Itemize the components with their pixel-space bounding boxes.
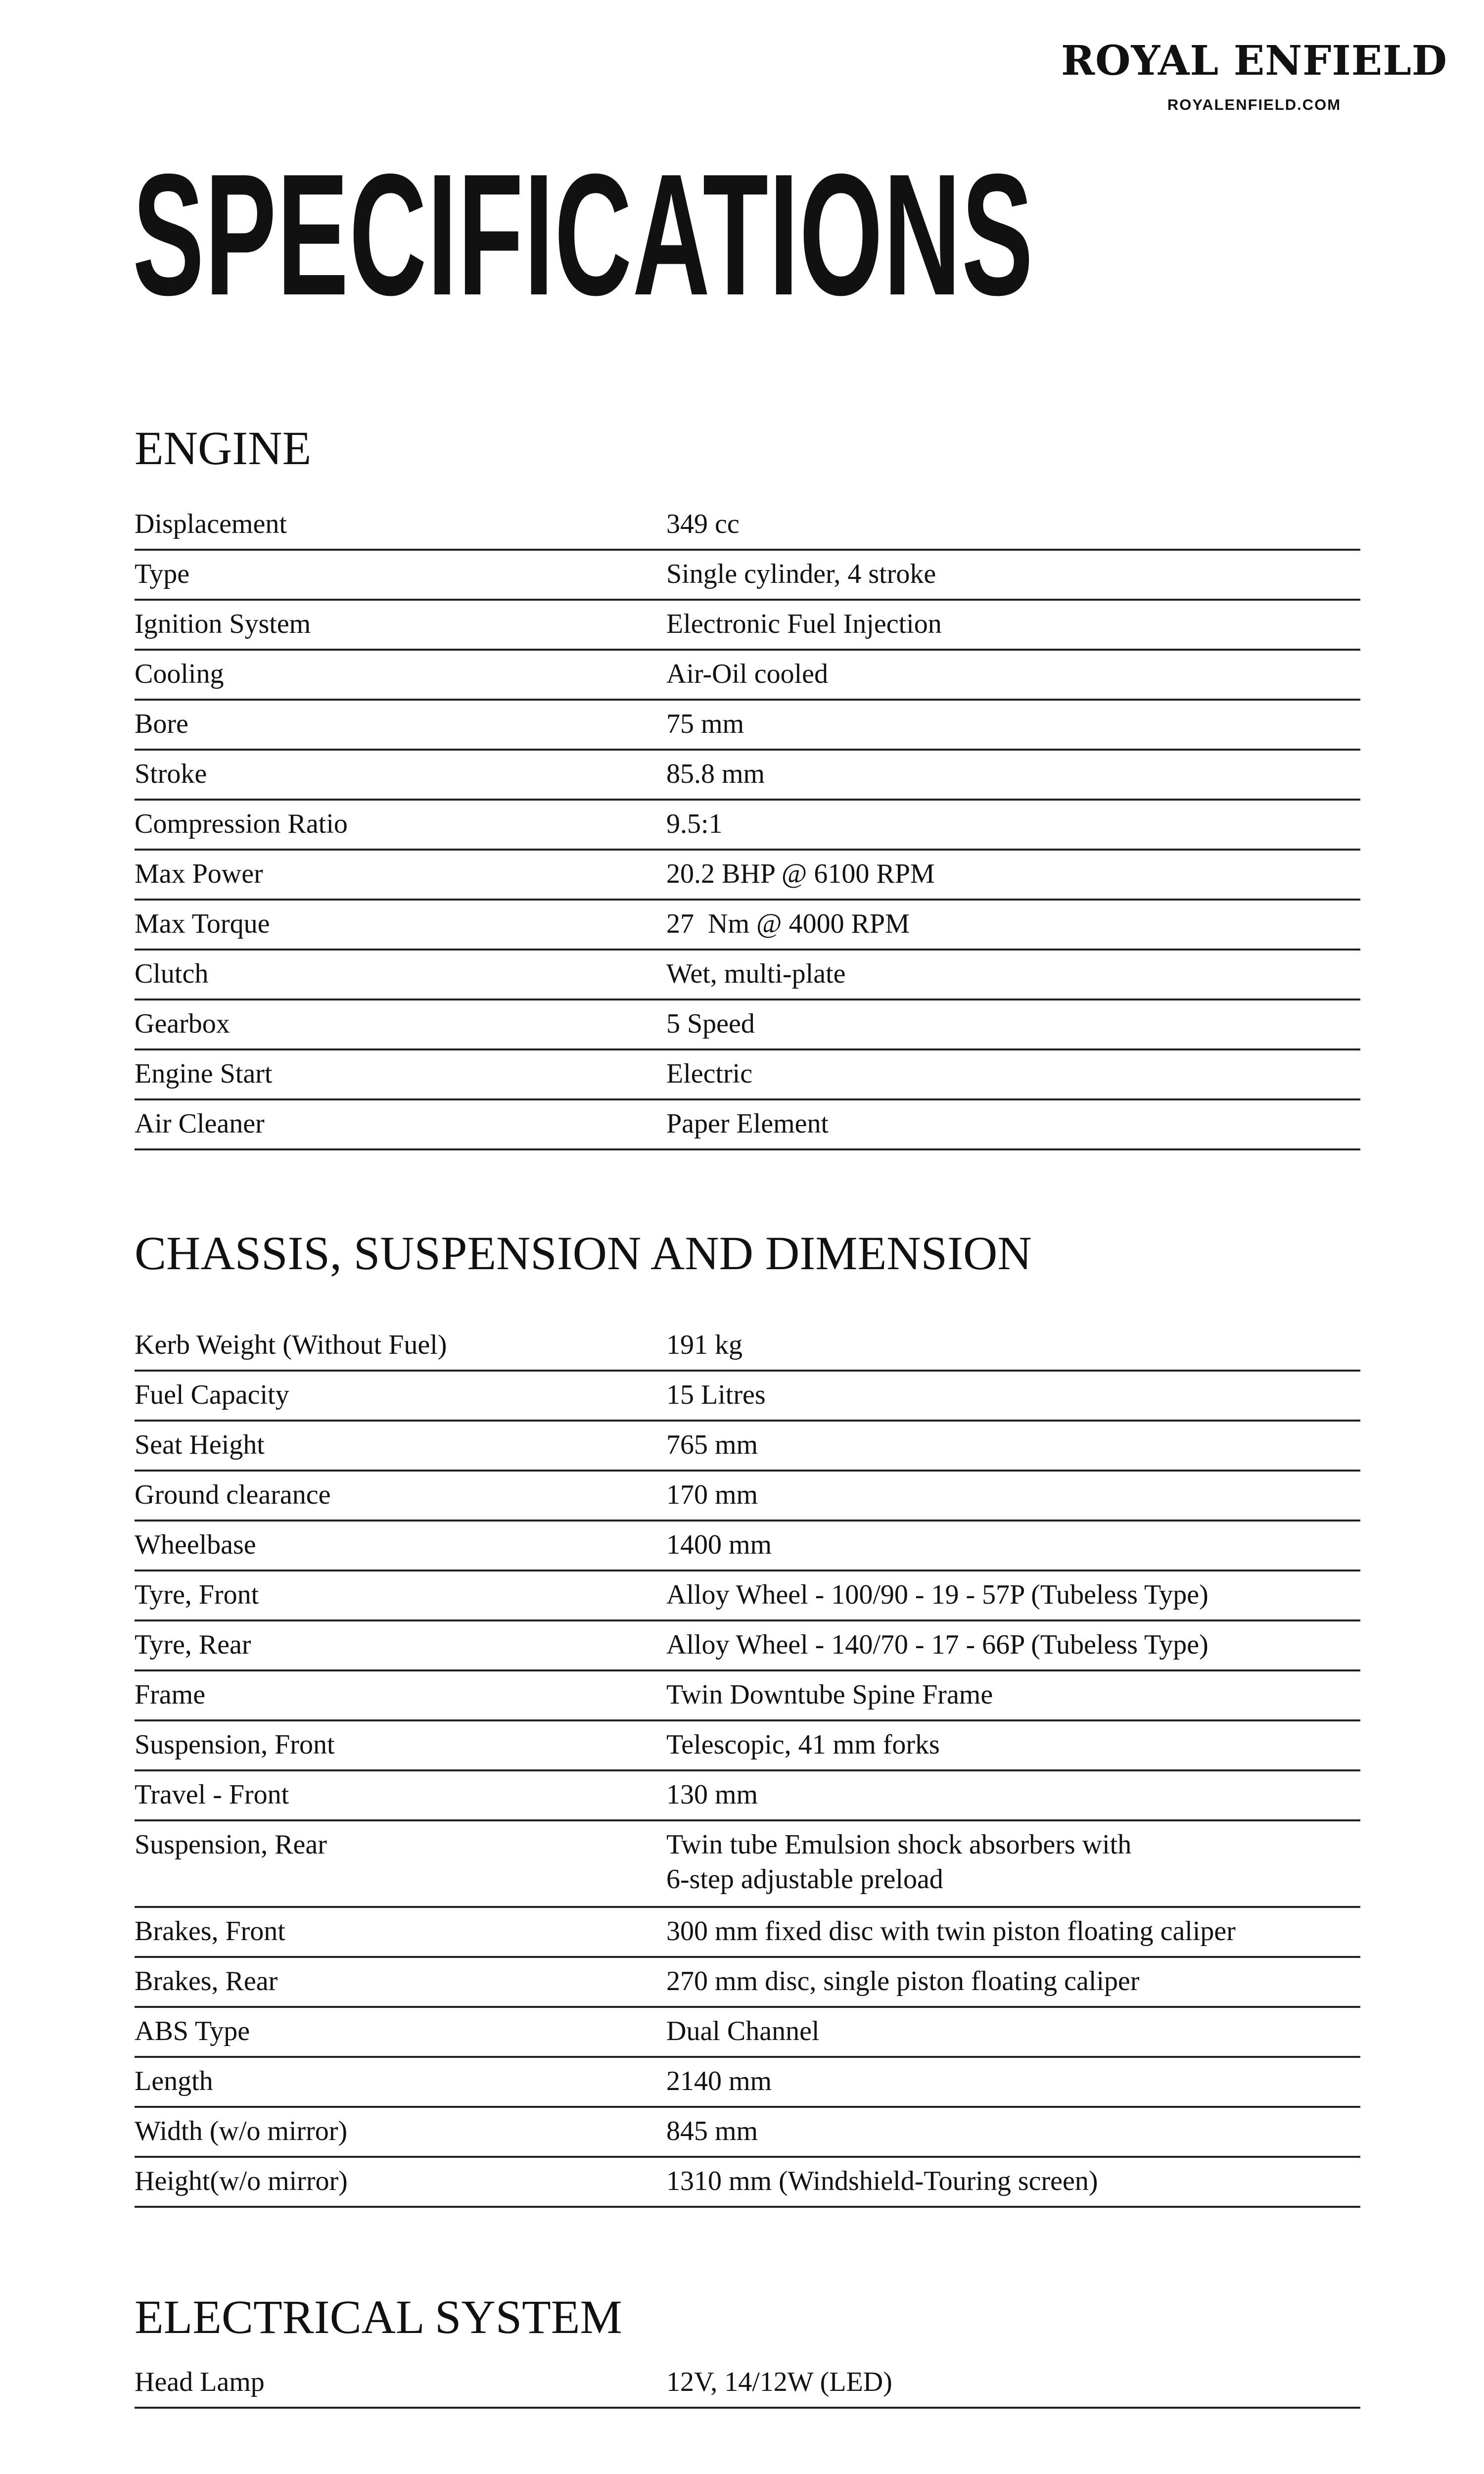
spec-label: Brakes, Front [135, 1907, 666, 1957]
spec-value: 12V, 14/12W (LED) [666, 2359, 1360, 2408]
electrical-spec-table [135, 2359, 1360, 2409]
brand-name: ROYAL ENFIELD [1061, 37, 1447, 85]
spec-label: ABS Type [135, 2007, 666, 2057]
spec-value: 5 Speed [666, 999, 1360, 1049]
spec-label: Brakes, Rear [135, 1957, 666, 2007]
spec-row [135, 2007, 1360, 2057]
spec-value: 15 Litres [666, 1371, 1360, 1421]
spec-label: Max Torque [135, 900, 666, 950]
brand-logo [1061, 37, 1447, 114]
spec-label: Suspension, Front [135, 1720, 666, 1770]
spec-value: 191 kg [666, 1322, 1360, 1371]
spec-value: 27 Nm @ 4000 RPM [666, 900, 1360, 950]
spec-value: Alloy Wheel - 140/70 - 17 - 66P (Tubeless Type) [666, 1620, 1360, 1670]
spec-value: 85.8 mm [666, 750, 1360, 800]
spec-value: Telescopic, 41 mm forks [666, 1720, 1360, 1770]
spec-label: Fuel Capacity [135, 1371, 666, 1421]
spec-label: Tyre, Rear [135, 1620, 666, 1670]
spec-value: Electric [666, 1049, 1360, 1099]
spec-label: Displacement [135, 501, 666, 550]
spec-label: Stroke [135, 750, 666, 800]
chassis-spec-table [135, 1322, 1360, 2208]
engine-section [135, 422, 1360, 1150]
spec-row [135, 1421, 1360, 1471]
spec-value: 170 mm [666, 1471, 1360, 1521]
spec-value: 765 mm [666, 1421, 1360, 1471]
spec-row [135, 900, 1360, 950]
spec-row [135, 2107, 1360, 2157]
spec-value: 349 cc [666, 501, 1360, 550]
spec-row [135, 800, 1360, 850]
spec-value: Air-Oil cooled [666, 650, 1360, 700]
spec-row [135, 1521, 1360, 1570]
spec-label: Air Cleaner [135, 1099, 666, 1149]
section-heading-engine: ENGINE [135, 422, 312, 475]
spec-row [135, 2359, 1360, 2408]
spec-value: 130 mm [666, 1770, 1360, 1820]
spec-value: 1400 mm [666, 1521, 1360, 1570]
spec-value: 270 mm disc, single piston floating caliper [666, 1957, 1360, 2007]
spec-value: 75 mm [666, 700, 1360, 750]
spec-row [135, 750, 1360, 800]
spec-value: Electronic Fuel Injection [666, 600, 1360, 650]
spec-value: Alloy Wheel - 100/90 - 19 - 57P (Tubeless Type) [666, 1570, 1360, 1620]
spec-value: Paper Element [666, 1099, 1360, 1149]
section-heading-chassis: CHASSIS, SUSPENSION AND DIMENSION [135, 1227, 1032, 1280]
spec-label: Width (w/o mirror) [135, 2107, 666, 2157]
spec-value: 845 mm [666, 2107, 1360, 2157]
spec-value: Twin Downtube Spine Frame [666, 1670, 1360, 1720]
spec-row [135, 2157, 1360, 2207]
spec-value: 1310 mm (Windshield-Touring screen) [666, 2157, 1360, 2207]
spec-row [135, 501, 1360, 550]
spec-value: 9.5:1 [666, 800, 1360, 850]
spec-label: Travel - Front [135, 1770, 666, 1820]
spec-row [135, 1820, 1360, 1907]
spec-row [135, 700, 1360, 750]
spec-row [135, 1099, 1360, 1149]
spec-label: Suspension, Rear [135, 1820, 666, 1907]
spec-label: Wheelbase [135, 1521, 666, 1570]
spec-label: Bore [135, 700, 666, 750]
spec-label: Kerb Weight (Without Fuel) [135, 1322, 666, 1371]
spec-row [135, 1720, 1360, 1770]
spec-value: Twin tube Emulsion shock absorbers with 6-step adjustable preload [666, 1820, 1360, 1907]
spec-value: 300 mm fixed disc with twin piston floating caliper [666, 1907, 1360, 1957]
spec-value: Single cylinder, 4 stroke [666, 550, 1360, 600]
spec-row [135, 1670, 1360, 1720]
spec-value: Dual Channel [666, 2007, 1360, 2057]
spec-label: Height(w/o mirror) [135, 2157, 666, 2207]
spec-label: Ignition System [135, 600, 666, 650]
spec-label: Head Lamp [135, 2359, 666, 2408]
spec-label: Gearbox [135, 999, 666, 1049]
spec-row [135, 1957, 1360, 2007]
spec-row [135, 1570, 1360, 1620]
spec-label: Cooling [135, 650, 666, 700]
spec-label: Max Power [135, 850, 666, 900]
spec-label: Frame [135, 1670, 666, 1720]
spec-row [135, 999, 1360, 1049]
chassis-section [135, 1227, 1360, 2208]
spec-value: 2140 mm [666, 2057, 1360, 2107]
spec-row [135, 550, 1360, 600]
spec-row [135, 1620, 1360, 1670]
spec-label: Type [135, 550, 666, 600]
spec-value: 20.2 BHP @ 6100 RPM [666, 850, 1360, 900]
spec-row [135, 1770, 1360, 1820]
spec-row [135, 650, 1360, 700]
page-title: SPECIFICATIONS [133, 138, 1034, 332]
spec-label: Clutch [135, 950, 666, 999]
spec-label: Seat Height [135, 1421, 666, 1471]
spec-label: Ground clearance [135, 1471, 666, 1521]
spec-label: Length [135, 2057, 666, 2107]
spec-label: Compression Ratio [135, 800, 666, 850]
spec-row [135, 1371, 1360, 1421]
spec-label: Tyre, Front [135, 1570, 666, 1620]
spec-row [135, 850, 1360, 900]
spec-value: Wet, multi-plate [666, 950, 1360, 999]
spec-row [135, 600, 1360, 650]
spec-row [135, 950, 1360, 999]
spec-row [135, 1049, 1360, 1099]
section-heading-electrical: ELECTRICAL SYSTEM [135, 2290, 622, 2343]
spec-row [135, 2057, 1360, 2107]
spec-label: Engine Start [135, 1049, 666, 1099]
electrical-section [135, 2290, 1360, 2409]
spec-row [135, 1322, 1360, 1371]
spec-row [135, 1471, 1360, 1521]
engine-spec-table [135, 501, 1360, 1150]
spec-row [135, 1907, 1360, 1957]
brand-url: ROYALENFIELD.COM [1167, 96, 1342, 113]
